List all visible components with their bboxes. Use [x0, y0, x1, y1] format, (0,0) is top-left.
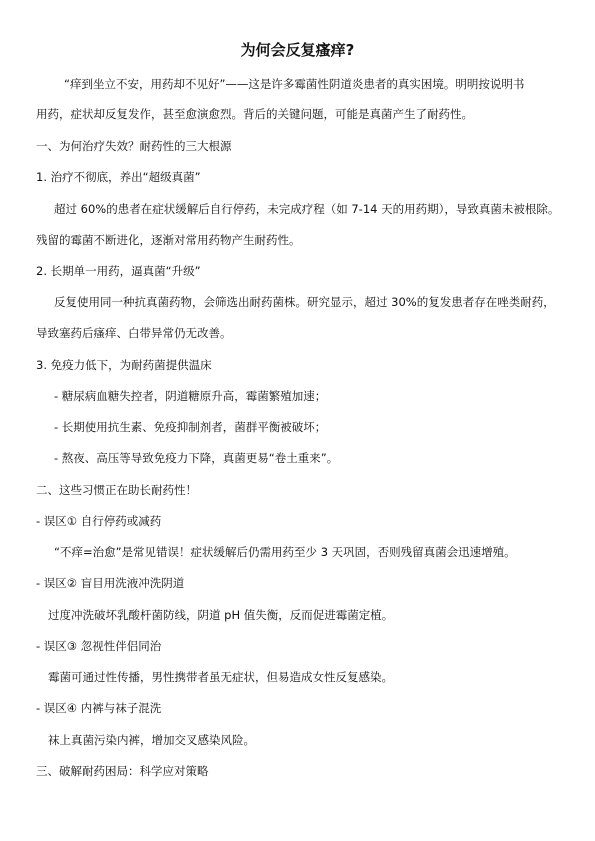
document-title: 为何会反复瘙痒? — [240, 41, 355, 59]
myth-label: - 误区① 自行停药或减药 — [36, 514, 162, 528]
item-1-line-1: 超过 60%的患者在症状缓解后自行停药，未完成疗程（如 7-14 天的用药期），导致真菌未被根除。 — [54, 202, 560, 216]
myth-text: “不痒=治愈”是常见错误！症状缓解后仍需用药至少 3 天巩固，否则残留真菌会迅速增殖。 — [54, 545, 516, 559]
intro-line-1: “痒到坐立不安，用药却不见好”——这是许多霉菌性阴道炎患者的真实困境。明明按说明书 — [64, 77, 525, 91]
myth-label: - 误区③ 忽视性伴侣同治 — [36, 639, 162, 653]
section-1-heading: 一、为何治疗失效？耐药性的三大根源 — [36, 139, 232, 153]
intro-line-2: 用药，症状却反复发作，甚至愈演愈烈。背后的关键问题，可能是真菌产生了耐药性。 — [36, 107, 473, 121]
myth-text: 霉菌可通过性传播，男性携带者虽无症状，但易造成女性反复感染。 — [48, 670, 393, 684]
section-3-heading: 三、破解耐药困局：科学应对策略 — [36, 764, 209, 778]
myth-text: 袜上真菌污染内裤，增加交叉感染风险。 — [48, 733, 255, 747]
list-item: - 糖尿病血糖失控者，阴道糖原升高，霉菌繁殖加速； — [54, 389, 327, 403]
item-1-heading: 1. 治疗不彻底，养出“超级真菌” — [36, 170, 201, 184]
item-2-heading: 2. 长期单一用药，逼真菌“升级” — [36, 264, 201, 278]
list-item: - 熬夜、高压等导致免疫力下降，真菌更易“卷土重来”。 — [54, 451, 339, 465]
item-1-line-2: 残留的霉菌不断进化，逐渐对常用药物产生耐药性。 — [36, 233, 301, 247]
myth-label: - 误区④ 内裤与袜子混洗 — [36, 701, 162, 715]
item-2-line-2: 导致塞药后瘙痒、白带异常仍无改善。 — [36, 326, 232, 340]
list-item: - 长期使用抗生素、免疫抑制剂者，菌群平衡被破坏； — [54, 420, 327, 434]
section-2-heading: 二、这些习惯正在助长耐药性！ — [36, 483, 197, 497]
myth-text: 过度冲洗破坏乳酸杆菌防线，阴道 pH 值失衡，反而促进霉菌定植。 — [48, 608, 394, 622]
myth-label: - 误区② 盲目用洗液冲洗阴道 — [36, 576, 185, 590]
item-3-heading: 3. 免疫力低下，为耐药菌提供温床 — [36, 358, 212, 372]
item-2-line-1: 反复使用同一种抗真菌药物，会筛选出耐药菌株。研究显示，超过 30%的复发患者存在唑类耐药， — [54, 295, 555, 309]
